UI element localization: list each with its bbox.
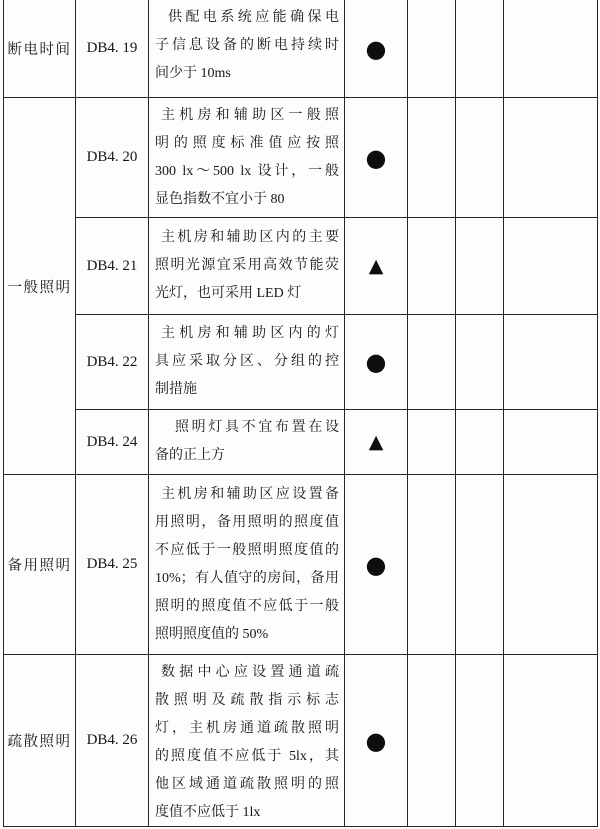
- blank-cell: [456, 410, 504, 475]
- blank-cell: [408, 475, 456, 655]
- blank-cell: [456, 475, 504, 655]
- requirement-line: 不应低于一般照明照度值的: [155, 542, 339, 558]
- mark-cell: [345, 410, 408, 475]
- requirement-cell: [149, 315, 345, 410]
- blank-cell: [456, 98, 504, 218]
- requirement-cell: [149, 475, 345, 655]
- category-label: 备用照明: [7, 558, 72, 574]
- clause-code-cell: [76, 655, 149, 827]
- blank-cell: [504, 0, 598, 98]
- requirement-text: [155, 320, 339, 404]
- requirement-line: 数据中心应设置通道疏: [161, 665, 339, 680]
- requirement-line: 他区域通道疏散照明的照: [155, 777, 339, 792]
- clause-code-cell: [76, 410, 149, 475]
- requirement-line: 用照明，备用照明的照度值: [155, 514, 339, 530]
- requirement-line: 制措施: [155, 382, 197, 397]
- requirement-line: 10%；有人值守的房间，备用: [155, 570, 339, 586]
- blank-cell: [504, 98, 598, 218]
- requirement-cell: [149, 0, 345, 98]
- category-cell: [4, 655, 76, 827]
- category-cell: [4, 475, 76, 655]
- blank-cell: [504, 315, 598, 410]
- blank-cell: [504, 410, 598, 475]
- requirement-text: [155, 102, 339, 214]
- blank-cell: [408, 315, 456, 410]
- category-label: 一般照明: [7, 279, 72, 296]
- requirement-cell: [149, 655, 345, 827]
- blank-cell: [408, 655, 456, 827]
- blank-cell: [504, 475, 598, 655]
- blank-cell: [408, 0, 456, 98]
- mark-cell: [345, 218, 408, 315]
- clause-code-cell: [76, 98, 149, 218]
- clause-code-cell: [76, 0, 149, 98]
- requirement-text: [155, 4, 339, 88]
- blank-cell: [456, 655, 504, 827]
- category-cell: [4, 0, 76, 98]
- requirement-line: 光灯，也可采用 LED 灯: [155, 286, 302, 301]
- requirement-line: 灯，主机房通道疏散照明: [155, 721, 339, 736]
- requirement-line: 子信息设备的断电持续时: [155, 37, 339, 53]
- category-cell: [4, 98, 76, 475]
- mark-cell: [345, 98, 408, 218]
- requirement-line: 主机房和辅助区内的主要: [161, 230, 339, 245]
- clause-code: DB4. 25: [86, 556, 138, 572]
- requirements-table: [3, 0, 598, 827]
- clause-code-cell: [76, 475, 149, 655]
- compliance-mark: ●: [365, 726, 387, 755]
- mark-cell: [345, 475, 408, 655]
- requirement-text: [155, 481, 339, 649]
- category-label: 断电时间: [7, 42, 72, 58]
- blank-cell: [408, 98, 456, 218]
- compliance-mark: ●: [365, 348, 387, 376]
- blank-cell: [456, 315, 504, 410]
- requirement-line: 主机房和辅助区应设置备: [161, 486, 339, 502]
- requirement-line: 主机房和辅助区一般照: [161, 107, 339, 123]
- requirement-line: 明的照度标准值应按照: [155, 135, 339, 151]
- requirement-line: 具应采取分区、分组的控: [155, 354, 339, 369]
- compliance-mark: ▲: [368, 430, 384, 453]
- blank-cell: [408, 410, 456, 475]
- blank-cell: [408, 218, 456, 315]
- requirement-line: 供配电系统应能确保电: [168, 9, 339, 25]
- requirement-cell: [149, 410, 345, 475]
- clause-code: DB4. 24: [86, 433, 138, 450]
- clause-code-cell: [76, 218, 149, 315]
- compliance-mark: ●: [365, 34, 387, 63]
- compliance-mark: ▲: [368, 254, 384, 277]
- requirement-line: 主机房和辅助区内的灯: [161, 326, 339, 341]
- requirement-cell: [149, 98, 345, 218]
- requirement-cell: [149, 218, 345, 315]
- requirement-line: 照明灯具不宜布置在设: [175, 420, 339, 435]
- requirement-line: 间少于 10ms: [155, 65, 231, 81]
- clause-code: DB4. 21: [86, 257, 138, 274]
- compliance-mark: ●: [365, 143, 387, 172]
- requirement-line: 300 lx～500 lx 设计，一般: [155, 163, 339, 179]
- blank-cell: [456, 218, 504, 315]
- requirement-line: 照明的照度值不应低于一般: [155, 598, 339, 614]
- compliance-mark: ●: [365, 550, 387, 579]
- requirement-text: [155, 659, 339, 827]
- mark-cell: [345, 315, 408, 410]
- requirement-line: 照明光源宜采用高效节能荧: [155, 258, 339, 273]
- clause-code: DB4. 19: [86, 40, 138, 56]
- blank-cell: [456, 0, 504, 98]
- mark-cell: [345, 0, 408, 98]
- blank-cell: [504, 218, 598, 315]
- clause-code: DB4. 26: [86, 732, 138, 748]
- category-label: 疏散照明: [7, 734, 72, 750]
- clause-code-cell: [76, 315, 149, 410]
- requirement-line: 的照度值不应低于 5lx，其: [155, 749, 339, 764]
- requirement-line: 照明照度值的 50%: [155, 626, 269, 642]
- requirement-text: [155, 414, 339, 470]
- clause-code: DB4. 22: [86, 353, 138, 370]
- mark-cell: [345, 655, 408, 827]
- requirement-text: [155, 224, 339, 308]
- requirement-line: 显色指数不宜小于 80: [155, 191, 285, 207]
- clause-code: DB4. 20: [86, 149, 138, 165]
- requirement-line: 散照明及疏散指示标志: [155, 693, 339, 708]
- blank-cell: [504, 655, 598, 827]
- requirement-line: 度值不应低于 1lx: [155, 805, 261, 820]
- requirement-line: 备的正上方: [155, 448, 225, 463]
